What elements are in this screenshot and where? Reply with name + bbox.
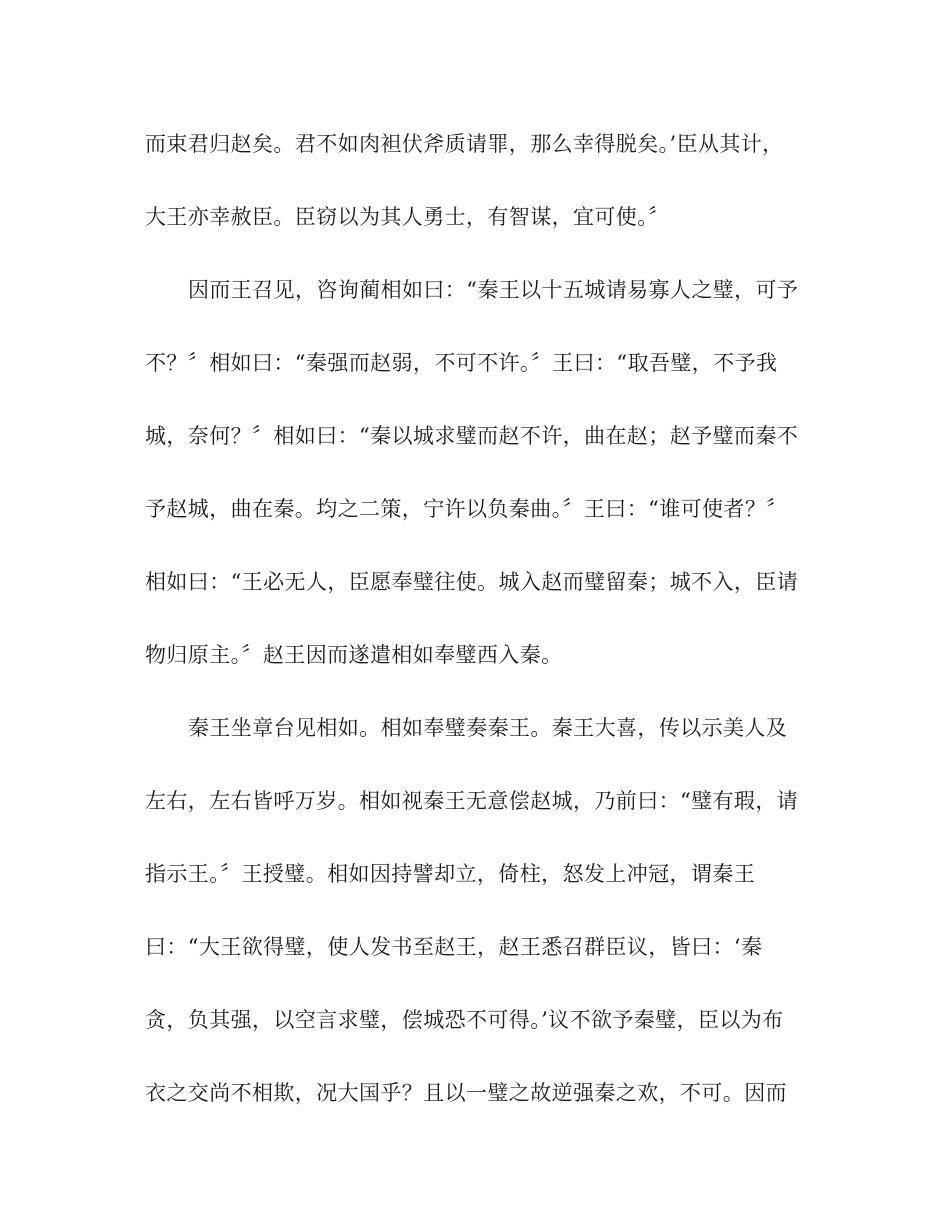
- text-line: 城，奈何？〞相如曰：“秦以城求璧而赵不许，曲在赵；赵予璧而秦不: [145, 424, 799, 448]
- paragraph-start-line: 秦王坐章台见相如。相如奉璧奏秦王。秦王大喜，传以示美人及: [188, 716, 788, 740]
- text-line: 大王亦幸赦臣。臣窃以为其人勇士，有智谋，宜可使。〞: [145, 205, 670, 229]
- text-line: 予赵城，曲在秦。均之二策，宁许以负秦曲。〞王曰：“谁可使者？〞: [145, 497, 788, 521]
- text-line: 指示王。〞王授璧。相如因持譬却立，倚柱，怒发上冲冠，谓秦王: [145, 862, 756, 886]
- paragraph-start-line: 因而王召见，咨询蔺相如曰：“秦王以十五城请易寡人之璧，可予: [188, 278, 799, 302]
- text-line: 衣之交尚不相欺，况大国乎？且以一璧之故逆强秦之欢，不可。因而: [145, 1081, 787, 1105]
- text-line: 贪，负其强，以空言求璧，偿城恐不可得。’议不欲予秦璧，臣以为布: [145, 1008, 784, 1032]
- text-line: 左右，左右皆呼万岁。相如视秦王无意偿赵城，乃前曰：“璧有瑕，请: [145, 789, 799, 813]
- text-line: 而束君归赵矣。君不如肉袒伏斧质请罪，那么幸得脱矣。’臣从其计，: [145, 132, 784, 156]
- text-line: 曰：“大王欲得璧，使人发书至赵王，赵王悉召群臣议，皆曰：‘秦: [145, 935, 763, 959]
- text-line: 物归原主。〞赵王因而遂遣相如奉璧西入秦。: [145, 643, 563, 667]
- text-line: 相如曰：“王必无人，臣愿奉璧往使。城入赵而璧留秦；城不入，臣请: [145, 570, 799, 594]
- text-line: 不？〞相如曰：“秦强而赵弱，不可不许。〞王曰：“取吾璧，不予我: [145, 351, 778, 375]
